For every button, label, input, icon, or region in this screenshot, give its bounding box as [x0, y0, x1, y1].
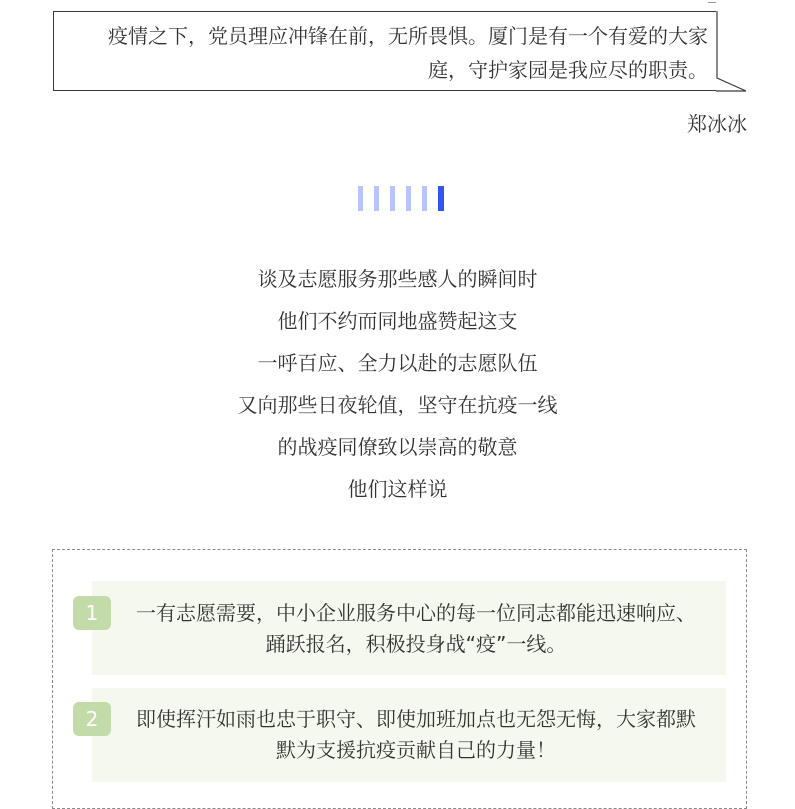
section-divider-bars — [358, 186, 444, 211]
quote-line: 庭，守护家园是我应尽的职责。 — [428, 58, 708, 82]
divider-bar-accent — [438, 186, 444, 211]
poem-line: 他们这样说 — [347, 477, 448, 501]
quote-text — [78, 19, 708, 87]
poem-line: 谈及志愿服务那些感人的瞬间时 — [257, 267, 538, 291]
item-number-badge: 2 — [73, 702, 111, 736]
testimonial-line: 一有志愿需要，中小企业服务中心的每一位同志都能迅速响应、 — [136, 601, 696, 625]
testimonial-line: 即使挥汗如雨也忠于职守、即使加班加点也无怨无悔，大家都默 — [136, 707, 696, 731]
divider-bar — [422, 186, 427, 211]
divider-bar — [390, 186, 395, 211]
testimonial-line: 踊跃报名，积极投身战“疫”一线。 — [265, 632, 567, 656]
testimonial-text — [120, 704, 712, 766]
poem-line: 他们不约而同地盛赞起这支 — [277, 309, 518, 333]
testimonial-line: 默为支援抗疫贡献自己的力量！ — [276, 738, 556, 762]
poem-line: 又向那些日夜轮值，坚守在抗疫一线 — [237, 393, 558, 417]
divider-bar — [374, 186, 379, 211]
testimonial-text — [120, 598, 712, 660]
divider-bar — [358, 186, 363, 211]
quote-bubble-tail — [716, 11, 750, 93]
item-number-badge: 1 — [73, 596, 111, 630]
divider-bar — [406, 186, 411, 211]
poem-line: 的战疫同僚致以崇高的敬意 — [277, 435, 518, 459]
top-edge-mark — [708, 2, 716, 3]
poem-line: 一呼百应、全力以赴的志愿队伍 — [257, 351, 538, 375]
quote-line: 疫情之下，党员理应冲锋在前，无所畏惧。厦门是有一个有爱的大家 — [108, 24, 708, 48]
quote-author: 郑冰冰 — [687, 112, 747, 136]
poem-block — [0, 258, 795, 510]
